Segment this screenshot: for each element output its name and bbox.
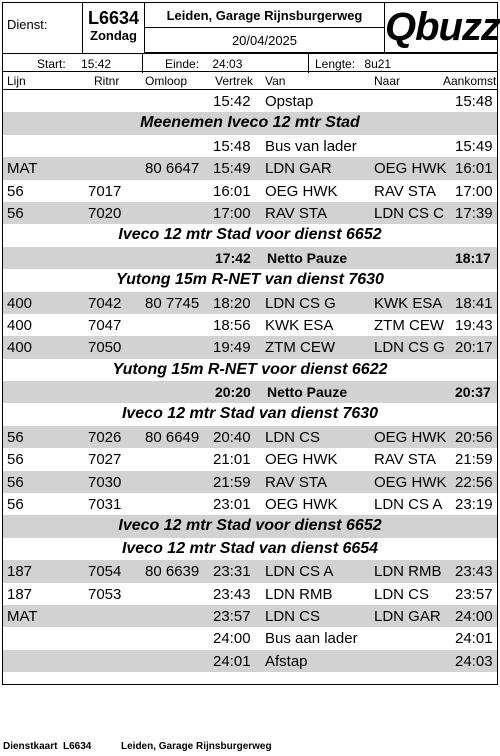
- end-time: [143, 54, 309, 73]
- cell-naar: LDN CS: [374, 585, 430, 603]
- cell-vertrek: 19:49: [213, 339, 251, 357]
- cell-naar: LDN GAR: [374, 607, 441, 625]
- cell-naar: ZTM CEW: [374, 316, 444, 334]
- cell-aankomst: 23:57: [455, 585, 493, 603]
- vehicle-title-row: [3, 538, 497, 560]
- footer-dienst-id: L6634: [63, 741, 92, 752]
- cell-vertrek: 15:49: [213, 160, 251, 178]
- column-header-ritnr: Ritnr: [94, 74, 120, 88]
- cell-vertrek: 21:01: [213, 451, 251, 469]
- cell-ritnr: 7017: [88, 182, 122, 200]
- start-value: 15:42: [81, 57, 112, 71]
- cell-aankomst: 18:41: [455, 294, 493, 312]
- cell-lijn: 400: [7, 316, 33, 334]
- cell-naar: LDN CS A: [374, 496, 443, 514]
- cell-van: LDN CS G: [265, 294, 336, 312]
- cell-lijn: 187: [7, 563, 33, 581]
- cell-van: KWK ESA: [265, 316, 334, 334]
- cell-aankomst: 16:01: [455, 160, 493, 178]
- column-header-naar: Naar: [374, 74, 401, 88]
- cell-naar: OEG HWK: [374, 428, 447, 446]
- vehicle-title: Iveco 12 mtr Stad van dienst 6654: [121, 539, 379, 557]
- vehicle-title: Yutong 15m R-NET voor dienst 6622: [112, 360, 388, 378]
- dienst-label: Dienst:: [3, 3, 83, 53]
- cell-naar: LDN RMB: [374, 563, 442, 581]
- start-label: Start:: [37, 57, 66, 71]
- cell-aankomst: 24:00: [455, 607, 493, 625]
- cell-aankomst: 23:19: [455, 496, 493, 514]
- cell-ritnr: 7027: [88, 451, 122, 469]
- cell-aankomst: 23:43: [455, 563, 493, 581]
- cell-vertrek: 21:59: [213, 473, 251, 491]
- cell-lijn: 56: [7, 496, 24, 514]
- cell-aankomst: 15:49: [455, 137, 493, 155]
- footer-label: Dienstkaart: [3, 741, 58, 752]
- cell-van: Bus van lader: [265, 137, 357, 155]
- trip-row: [3, 314, 497, 336]
- cell-lijn: 187: [7, 585, 33, 603]
- trip-row: [3, 605, 497, 627]
- trip-row: [3, 426, 497, 448]
- cell-vertrek: 18:56: [213, 316, 251, 334]
- trip-row: [3, 471, 497, 493]
- trip-table: [2, 90, 498, 685]
- start-time: [3, 54, 143, 73]
- cell-naar: OEG HWK: [374, 473, 447, 491]
- cell-aankomst: 17:39: [455, 204, 493, 222]
- trip-row: [3, 627, 497, 649]
- cell-lijn: MAT: [7, 607, 38, 625]
- qbuzz-logo: Qbuzz: [385, 3, 498, 53]
- cell-vertrek: 15:48: [213, 137, 251, 155]
- lengte-label: Lengte:: [315, 57, 356, 71]
- cell-naar: RAV STA: [374, 451, 436, 469]
- cell-vertrek: 23:57: [213, 607, 251, 625]
- cell-ritnr: 7053: [88, 585, 122, 603]
- cell-vertrek: 24:00: [213, 630, 251, 648]
- vehicle-title-row: [3, 359, 497, 381]
- cell-van: RAV STA: [265, 473, 327, 491]
- column-header-aankomst: Aankomst: [443, 74, 497, 88]
- dienst-day: Zondag: [90, 28, 137, 43]
- cell-ritnr: 7050: [88, 339, 122, 357]
- cell-lijn: 56: [7, 473, 24, 491]
- cell-naar: KWK ESA: [374, 294, 443, 312]
- cell-ritnr: 7047: [88, 316, 122, 334]
- cell-van: Bus aan lader: [265, 630, 358, 648]
- cell-lijn: 56: [7, 182, 24, 200]
- pause-label: Netto Pauze: [267, 249, 348, 266]
- cell-vertrek: 24:01: [213, 652, 251, 670]
- cell-vertrek: 23:01: [213, 496, 251, 514]
- pause-start: 20:20: [215, 384, 251, 401]
- cell-ritnr: 7030: [88, 473, 122, 491]
- pause-end: 18:17: [455, 249, 491, 266]
- dienst-id-block: [83, 3, 145, 53]
- cell-vertrek: 20:40: [213, 428, 251, 446]
- pause-label: Netto Pauze: [267, 384, 348, 401]
- cell-van: RAV STA: [265, 204, 327, 222]
- cell-naar: LDN CS C: [374, 204, 445, 222]
- cell-vertrek: 23:43: [213, 585, 251, 603]
- cell-naar: LDN CS G: [374, 339, 445, 357]
- vehicle-title: Iveco 12 mtr Stad van dienst 7630: [121, 405, 379, 423]
- cell-aankomst: 21:59: [455, 451, 493, 469]
- pause-start: 17:42: [215, 249, 251, 266]
- cell-aankomst: 15:48: [455, 93, 493, 110]
- cell-lijn: 56: [7, 428, 24, 446]
- pause-row: [3, 247, 497, 269]
- cell-vertrek: 17:00: [213, 204, 251, 222]
- cell-van: LDN RMB: [265, 585, 333, 603]
- cell-lijn: 400: [7, 339, 33, 357]
- cell-ritnr: 7026: [88, 428, 122, 446]
- cell-lijn: 56: [7, 204, 24, 222]
- cell-naar: OEG HWK: [374, 160, 447, 178]
- trip-row: [3, 180, 497, 202]
- cell-van: LDN CS A: [265, 563, 334, 581]
- cell-aankomst: 24:01: [455, 630, 493, 648]
- pause-end: 20:37: [455, 384, 491, 401]
- cell-ritnr: 7020: [88, 204, 122, 222]
- cell-ritnr: 7031: [88, 496, 122, 514]
- cell-van: LDN CS: [265, 428, 321, 446]
- cell-van: OEG HWK: [265, 451, 338, 469]
- column-header-vertrek: Vertrek: [215, 74, 254, 88]
- cell-van: Afstap: [265, 652, 308, 670]
- cell-ritnr: 7042: [88, 294, 122, 312]
- trip-row: [3, 448, 497, 470]
- cell-aankomst: 22:56: [455, 473, 493, 491]
- cell-aankomst: 17:00: [455, 182, 493, 200]
- vehicle-title-row: [3, 269, 497, 291]
- vehicle-title-row: [3, 112, 497, 134]
- service-date: 20/04/2025: [145, 28, 385, 53]
- cell-naar: RAV STA: [374, 182, 436, 200]
- lengte-value: 8u21: [364, 57, 392, 71]
- trip-row: [3, 292, 497, 314]
- dienst-id: L6634: [87, 8, 140, 28]
- trip-row: [3, 560, 497, 582]
- cell-van: Opstap: [265, 93, 314, 110]
- cell-van: ZTM CEW: [265, 339, 335, 357]
- cell-van: LDN GAR: [265, 160, 332, 178]
- trip-row: [3, 90, 497, 112]
- cell-vertrek: 23:31: [213, 563, 251, 581]
- footer-location: Leiden, Garage Rijnsburgerweg: [121, 741, 272, 752]
- trip-row: [3, 202, 497, 224]
- cell-aankomst: 20:17: [455, 339, 493, 357]
- cell-van: OEG HWK: [265, 496, 338, 514]
- column-header-van: Van: [265, 74, 286, 88]
- cell-lijn: 400: [7, 294, 33, 312]
- column-header-lijn: Lijn: [7, 74, 26, 88]
- cell-omloop: 80 6647: [145, 160, 200, 178]
- vehicle-title: Iveco 12 mtr Stad voor dienst 6652: [118, 226, 382, 244]
- cell-omloop: 80 7745: [145, 294, 200, 312]
- cell-ritnr: 7054: [88, 563, 122, 581]
- cell-omloop: 80 6649: [145, 428, 200, 446]
- vehicle-title-row: [3, 403, 497, 425]
- vehicle-title: Yutong 15m R-NET van dienst 7630: [116, 271, 384, 289]
- garage-location: Leiden, Garage Rijnsburgerweg: [145, 3, 385, 28]
- column-header-row: [2, 72, 498, 90]
- cell-lijn: MAT: [7, 160, 38, 178]
- einde-label: Einde:: [165, 57, 200, 71]
- cell-omloop: 80 6639: [145, 563, 200, 581]
- pause-row: [3, 381, 497, 403]
- trip-row: [3, 493, 497, 515]
- cell-aankomst: 24:03: [455, 652, 493, 670]
- times-row: [3, 53, 497, 72]
- vehicle-title: Iveco 12 mtr Stad voor dienst 6652: [118, 517, 382, 535]
- vehicle-title-row: [3, 515, 497, 537]
- einde-value: 24:03: [212, 57, 243, 71]
- vehicle-title-row: [3, 224, 497, 246]
- dienstkaart-header: [2, 2, 498, 72]
- cell-lijn: 56: [7, 451, 24, 469]
- cell-vertrek: 16:01: [213, 182, 251, 200]
- trip-row: [3, 583, 497, 605]
- column-header-omloop: Omloop: [145, 74, 188, 88]
- vehicle-title: Meenemen Iveco 12 mtr Stad: [140, 114, 360, 132]
- trip-row: [3, 135, 497, 157]
- cell-vertrek: 18:20: [213, 294, 251, 312]
- duration: [309, 54, 497, 73]
- cell-van: LDN CS: [265, 607, 321, 625]
- trip-row: [3, 650, 497, 672]
- cell-vertrek: 15:42: [213, 93, 251, 110]
- cell-van: OEG HWK: [265, 182, 338, 200]
- trip-row: [3, 157, 497, 179]
- cell-aankomst: 19:43: [455, 316, 493, 334]
- cell-aankomst: 20:56: [455, 428, 493, 446]
- trip-row: [3, 336, 497, 358]
